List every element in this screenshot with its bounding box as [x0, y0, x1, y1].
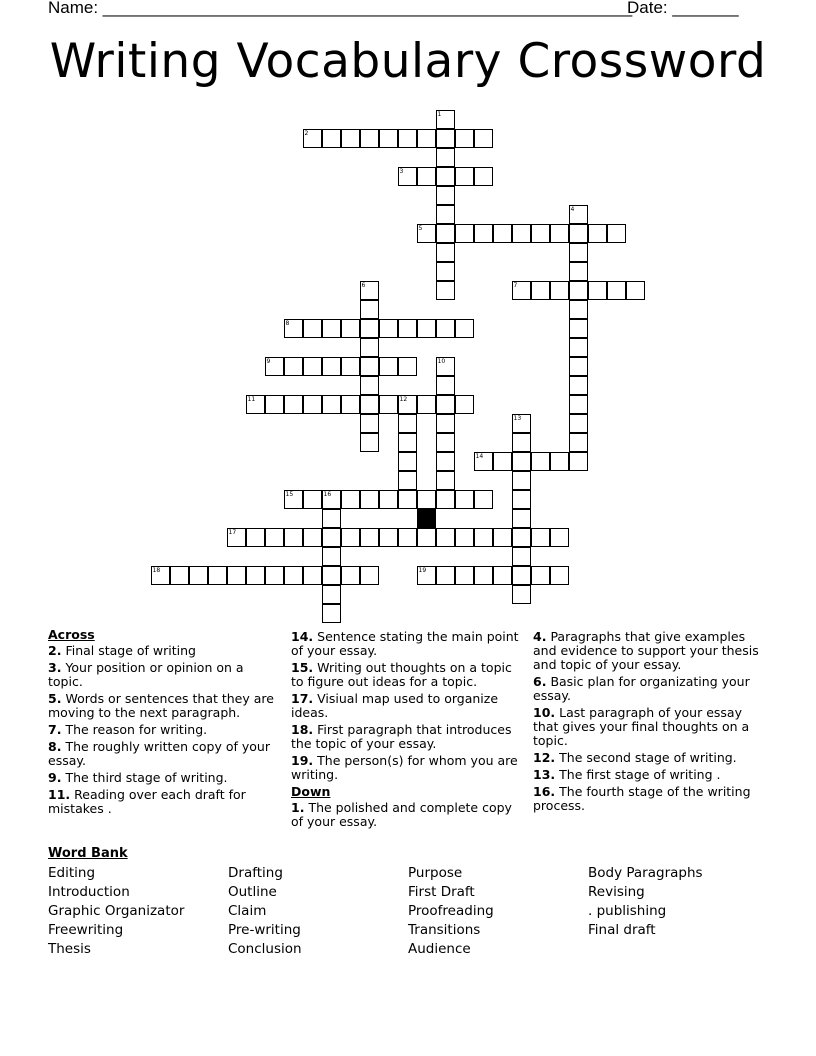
- clue-across-15: 15. Writing out thoughts on a topic to figure out ideas for a topic.: [291, 660, 512, 689]
- crossword-cell[interactable]: [322, 395, 341, 414]
- clue-across-3: 3. Your position or opinion on a topic.: [48, 660, 244, 689]
- crossword-cell[interactable]: [531, 224, 550, 243]
- crossword-cell[interactable]: [417, 395, 436, 414]
- crossword-cell[interactable]: [607, 281, 626, 300]
- word-bank-item: Freewriting: [48, 922, 124, 938]
- cell-number: 15: [285, 490, 294, 498]
- word-bank-column-4: [588, 864, 703, 940]
- crossword-cell[interactable]: [493, 566, 512, 585]
- crossword-cell[interactable]: [360, 376, 379, 395]
- crossword-cell[interactable]: [303, 319, 322, 338]
- crossword-cell[interactable]: [569, 414, 588, 433]
- crossword-cell[interactable]: [569, 205, 588, 224]
- page-title: Writing Vocabulary Crossword: [49, 34, 767, 89]
- crossword-cell[interactable]: [512, 414, 531, 433]
- crossword-cell[interactable]: [531, 566, 550, 585]
- date-field-label: Date: _______: [627, 0, 739, 17]
- crossword-cell[interactable]: [322, 490, 341, 509]
- word-bank-item: Graphic Organizator: [48, 903, 185, 919]
- word-bank-item: Drafting: [228, 865, 283, 881]
- clues-column-2: [291, 630, 523, 832]
- crossword-cell[interactable]: [322, 547, 341, 566]
- crossword-cell[interactable]: [436, 205, 455, 224]
- crossword-cell[interactable]: [569, 452, 588, 471]
- clue-down-6: 6. Basic plan for organizating your essay.: [533, 674, 750, 703]
- crossword-cell[interactable]: [360, 414, 379, 433]
- crossword-cell[interactable]: [284, 395, 303, 414]
- crossword-cell[interactable]: [436, 376, 455, 395]
- crossword-cell[interactable]: [284, 566, 303, 585]
- crossword-cell[interactable]: [398, 452, 417, 471]
- crossword-cell[interactable]: [208, 566, 227, 585]
- crossword-cell[interactable]: [455, 129, 474, 148]
- crossword-cell[interactable]: [512, 585, 531, 604]
- clue-across-11: 11. Reading over each draft for mistakes .: [48, 787, 246, 816]
- word-bank-item: Final draft: [588, 922, 656, 938]
- crossword-cell[interactable]: [436, 224, 455, 243]
- crossword-cell[interactable]: [360, 300, 379, 319]
- crossword-cell[interactable]: [341, 528, 360, 547]
- crossword-cell[interactable]: [303, 129, 322, 148]
- cell-number: 7: [513, 281, 518, 289]
- clue-across-2: 2. Final stage of writing: [48, 643, 196, 658]
- crossword-cell[interactable]: [417, 528, 436, 547]
- crossword-cell[interactable]: [398, 433, 417, 452]
- word-bank-item: Thesis: [48, 941, 91, 957]
- crossword-cell[interactable]: [417, 490, 436, 509]
- crossword-cell[interactable]: [474, 167, 493, 186]
- crossword-cell[interactable]: [436, 433, 455, 452]
- crossword-cell[interactable]: [398, 357, 417, 376]
- crossword-cell[interactable]: [398, 528, 417, 547]
- cell-number: 1: [437, 110, 442, 118]
- crossword-cell[interactable]: [493, 528, 512, 547]
- crossword-cell[interactable]: [474, 452, 493, 471]
- crossword-cell[interactable]: [474, 490, 493, 509]
- crossword-cell[interactable]: [341, 129, 360, 148]
- crossword-cell[interactable]: [474, 224, 493, 243]
- crossword-cell[interactable]: [360, 490, 379, 509]
- crossword-cell[interactable]: [493, 452, 512, 471]
- crossword-cell[interactable]: [607, 224, 626, 243]
- clue-across-7: 7. The reason for writing.: [48, 722, 208, 737]
- cell-number: 10: [437, 357, 446, 365]
- crossword-cell[interactable]: [474, 528, 493, 547]
- crossword-cell[interactable]: [493, 224, 512, 243]
- crossword-cell[interactable]: [455, 528, 474, 547]
- crossword-cell[interactable]: [436, 167, 455, 186]
- crossword-cell[interactable]: [512, 490, 531, 509]
- word-bank-item: Body Paragraphs: [588, 865, 703, 881]
- crossword-cell[interactable]: [436, 281, 455, 300]
- crossword-cell[interactable]: [360, 528, 379, 547]
- clue-across-17: 17. Visiual map used to organize ideas.: [291, 691, 499, 720]
- crossword-cell[interactable]: [436, 243, 455, 262]
- crossword-cell[interactable]: [436, 110, 455, 129]
- word-bank-title: Word Bank: [48, 846, 128, 861]
- crossword-block: [417, 509, 436, 528]
- crossword-cell[interactable]: [512, 566, 531, 585]
- crossword-cell[interactable]: [569, 338, 588, 357]
- word-bank-column-2: [228, 864, 302, 959]
- word-bank-item: Proofreading: [408, 903, 494, 919]
- crossword-cell[interactable]: [322, 319, 341, 338]
- cell-number: 2: [304, 129, 309, 137]
- cell-number: 18: [152, 566, 161, 574]
- crossword-cell[interactable]: [474, 129, 493, 148]
- crossword-cell[interactable]: [512, 281, 531, 300]
- clue-across-18: 18. First paragraph that introduces the topic of your essay.: [291, 722, 512, 751]
- crossword-cell[interactable]: [512, 452, 531, 471]
- crossword-cell[interactable]: [436, 262, 455, 281]
- cell-number: 17: [228, 528, 237, 536]
- clue-down-13: 13. The first stage of writing .: [533, 767, 721, 782]
- crossword-cell[interactable]: [398, 490, 417, 509]
- word-bank-item: . publishing: [588, 903, 667, 919]
- cell-number: 16: [323, 490, 332, 498]
- crossword-cell[interactable]: [436, 319, 455, 338]
- crossword-cell[interactable]: [436, 566, 455, 585]
- cell-number: 8: [285, 319, 290, 327]
- crossword-cell[interactable]: [512, 547, 531, 566]
- cell-number: 12: [399, 395, 408, 403]
- crossword-cell[interactable]: [417, 167, 436, 186]
- crossword-cell[interactable]: [360, 433, 379, 452]
- name-field-label: Name: ________________________________________________________: [48, 0, 633, 17]
- crossword-cell[interactable]: [322, 129, 341, 148]
- crossword-cell[interactable]: [569, 319, 588, 338]
- clues-column-1: [48, 628, 280, 819]
- cell-number: 19: [418, 566, 427, 574]
- crossword-cell[interactable]: [227, 566, 246, 585]
- cell-number: 9: [266, 357, 271, 365]
- clue-down-12: 12. The second stage of writing.: [533, 750, 737, 765]
- crossword-cell[interactable]: [398, 395, 417, 414]
- crossword-cell[interactable]: [303, 357, 322, 376]
- crossword-cell[interactable]: [303, 490, 322, 509]
- crossword-cell[interactable]: [246, 395, 265, 414]
- crossword-cell[interactable]: [455, 319, 474, 338]
- word-bank-item: First Draft: [408, 884, 475, 900]
- crossword-cell[interactable]: [436, 186, 455, 205]
- crossword-cell[interactable]: [265, 566, 284, 585]
- cell-number: 6: [361, 281, 366, 289]
- clue-down-10: 10. Last paragraph of your essay that gives your final thoughts on a topic.: [533, 705, 750, 748]
- crossword-cell[interactable]: [455, 490, 474, 509]
- crossword-cell[interactable]: [360, 395, 379, 414]
- crossword-cell[interactable]: [569, 243, 588, 262]
- crossword-cell[interactable]: [398, 414, 417, 433]
- cell-number: 3: [399, 167, 404, 175]
- crossword-cell[interactable]: [626, 281, 645, 300]
- crossword-cell[interactable]: [303, 395, 322, 414]
- crossword-cell[interactable]: [151, 566, 170, 585]
- crossword-cell[interactable]: [303, 566, 322, 585]
- crossword-cell[interactable]: [512, 528, 531, 547]
- crossword-cell[interactable]: [360, 357, 379, 376]
- word-bank-item: Audience: [408, 941, 471, 957]
- crossword-cell[interactable]: [284, 528, 303, 547]
- crossword-cell[interactable]: [569, 376, 588, 395]
- crossword-cell[interactable]: [417, 566, 436, 585]
- word-bank-item: Pre-writing: [228, 922, 301, 938]
- crossword-cell[interactable]: [588, 281, 607, 300]
- crossword-cell[interactable]: [322, 585, 341, 604]
- crossword-cell[interactable]: [455, 395, 474, 414]
- clue-across-8: 8. The roughly written copy of your essay.: [48, 739, 270, 768]
- crossword-cell[interactable]: [341, 395, 360, 414]
- crossword-cell[interactable]: [398, 471, 417, 490]
- crossword-cell[interactable]: [569, 262, 588, 281]
- clue-across-9: 9. The third stage of writing.: [48, 770, 228, 785]
- across-heading: Across: [48, 627, 95, 642]
- crossword-cell[interactable]: [569, 395, 588, 414]
- word-bank-item: Introduction: [48, 884, 130, 900]
- crossword-cell[interactable]: [246, 528, 265, 547]
- crossword-cell[interactable]: [284, 357, 303, 376]
- word-bank-item: Transitions: [408, 922, 481, 938]
- crossword-cell[interactable]: [455, 167, 474, 186]
- crossword-cell[interactable]: [512, 224, 531, 243]
- crossword-cell[interactable]: [265, 395, 284, 414]
- word-bank-item: Purpose: [408, 865, 463, 881]
- cell-number: 14: [475, 452, 484, 460]
- crossword-cell[interactable]: [360, 338, 379, 357]
- crossword-cell[interactable]: [531, 528, 550, 547]
- crossword-cell[interactable]: [341, 319, 360, 338]
- down-heading: Down: [291, 784, 331, 799]
- crossword-cell[interactable]: [436, 528, 455, 547]
- word-bank-item: Revising: [588, 884, 645, 900]
- clues-column-3: [533, 630, 765, 816]
- crossword-cell[interactable]: [588, 224, 607, 243]
- crossword-cell[interactable]: [379, 395, 398, 414]
- crossword-cell[interactable]: [512, 509, 531, 528]
- crossword-cell[interactable]: [227, 528, 246, 547]
- crossword-cell[interactable]: [436, 357, 455, 376]
- crossword-cell[interactable]: [170, 566, 189, 585]
- crossword-cell[interactable]: [379, 357, 398, 376]
- crossword-cell[interactable]: [360, 566, 379, 585]
- crossword-cell[interactable]: [246, 566, 265, 585]
- crossword-cell[interactable]: [265, 528, 284, 547]
- crossword-cell[interactable]: [474, 566, 493, 585]
- crossword-cell[interactable]: [550, 224, 569, 243]
- crossword-cell[interactable]: [398, 129, 417, 148]
- crossword-cell[interactable]: [436, 471, 455, 490]
- crossword-cell[interactable]: [322, 509, 341, 528]
- clue-down-1: 1. The polished and complete copy of your essay.: [291, 800, 512, 829]
- crossword-cell[interactable]: [436, 148, 455, 167]
- crossword-cell[interactable]: [436, 414, 455, 433]
- cell-number: 13: [513, 414, 522, 422]
- crossword-cell[interactable]: [436, 129, 455, 148]
- clue-across-14: 14. Sentence stating the main point of your essay.: [291, 629, 519, 658]
- crossword-cell[interactable]: [284, 490, 303, 509]
- cell-number: 4: [570, 205, 575, 213]
- crossword-cell[interactable]: [379, 319, 398, 338]
- crossword-cell[interactable]: [436, 395, 455, 414]
- clue-across-19: 19. The person(s) for whom you are writing.: [291, 753, 518, 782]
- word-bank-item: Conclusion: [228, 941, 302, 957]
- crossword-cell[interactable]: [417, 129, 436, 148]
- crossword-cell[interactable]: [550, 566, 569, 585]
- crossword-cell[interactable]: [569, 300, 588, 319]
- crossword-cell[interactable]: [417, 319, 436, 338]
- crossword-cell[interactable]: [436, 490, 455, 509]
- cell-number: 11: [247, 395, 256, 403]
- word-bank-column-1: [48, 864, 184, 959]
- crossword-cell[interactable]: [303, 528, 322, 547]
- crossword-cell[interactable]: [550, 281, 569, 300]
- crossword-cell[interactable]: [379, 528, 398, 547]
- crossword-cell[interactable]: [189, 566, 208, 585]
- crossword-cell[interactable]: [436, 452, 455, 471]
- crossword-cell[interactable]: [379, 129, 398, 148]
- crossword-cell[interactable]: [360, 319, 379, 338]
- crossword-cell[interactable]: [341, 357, 360, 376]
- crossword-cell[interactable]: [322, 566, 341, 585]
- crossword-cell[interactable]: [455, 566, 474, 585]
- crossword-cell[interactable]: [341, 566, 360, 585]
- crossword-cell[interactable]: [379, 490, 398, 509]
- crossword-cell[interactable]: [265, 357, 284, 376]
- crossword-cell[interactable]: [550, 452, 569, 471]
- crossword-cell[interactable]: [417, 224, 436, 243]
- crossword-cell[interactable]: [569, 281, 588, 300]
- crossword-cell[interactable]: [322, 357, 341, 376]
- crossword-cell[interactable]: [531, 281, 550, 300]
- clue-down-4: 4. Paragraphs that give examples and evidence to support your thesis and topic of your essay.: [533, 629, 759, 672]
- cell-number: 5: [418, 224, 423, 232]
- crossword-cell[interactable]: [341, 490, 360, 509]
- clue-down-16: 16. The fourth stage of the writing process.: [533, 784, 751, 813]
- crossword-cell[interactable]: [360, 281, 379, 300]
- crossword-cell[interactable]: [550, 528, 569, 547]
- crossword-cell[interactable]: [569, 224, 588, 243]
- crossword-cell[interactable]: [284, 319, 303, 338]
- crossword-cell[interactable]: [322, 528, 341, 547]
- crossword-cell[interactable]: [531, 452, 550, 471]
- crossword-cell[interactable]: [569, 433, 588, 452]
- word-bank-column-3: [408, 864, 494, 959]
- crossword-cell[interactable]: [569, 357, 588, 376]
- crossword-cell[interactable]: [512, 471, 531, 490]
- word-bank-item: Claim: [228, 903, 267, 919]
- clue-across-5: 5. Words or sentences that they are moving to the next paragraph.: [48, 691, 274, 720]
- crossword-cell[interactable]: [322, 604, 341, 623]
- crossword-cell[interactable]: [512, 433, 531, 452]
- crossword-cell[interactable]: [398, 167, 417, 186]
- word-bank-item: Outline: [228, 884, 277, 900]
- word-bank-item: Editing: [48, 865, 96, 881]
- crossword-cell[interactable]: [360, 129, 379, 148]
- crossword-cell[interactable]: [398, 319, 417, 338]
- crossword-cell[interactable]: [455, 224, 474, 243]
